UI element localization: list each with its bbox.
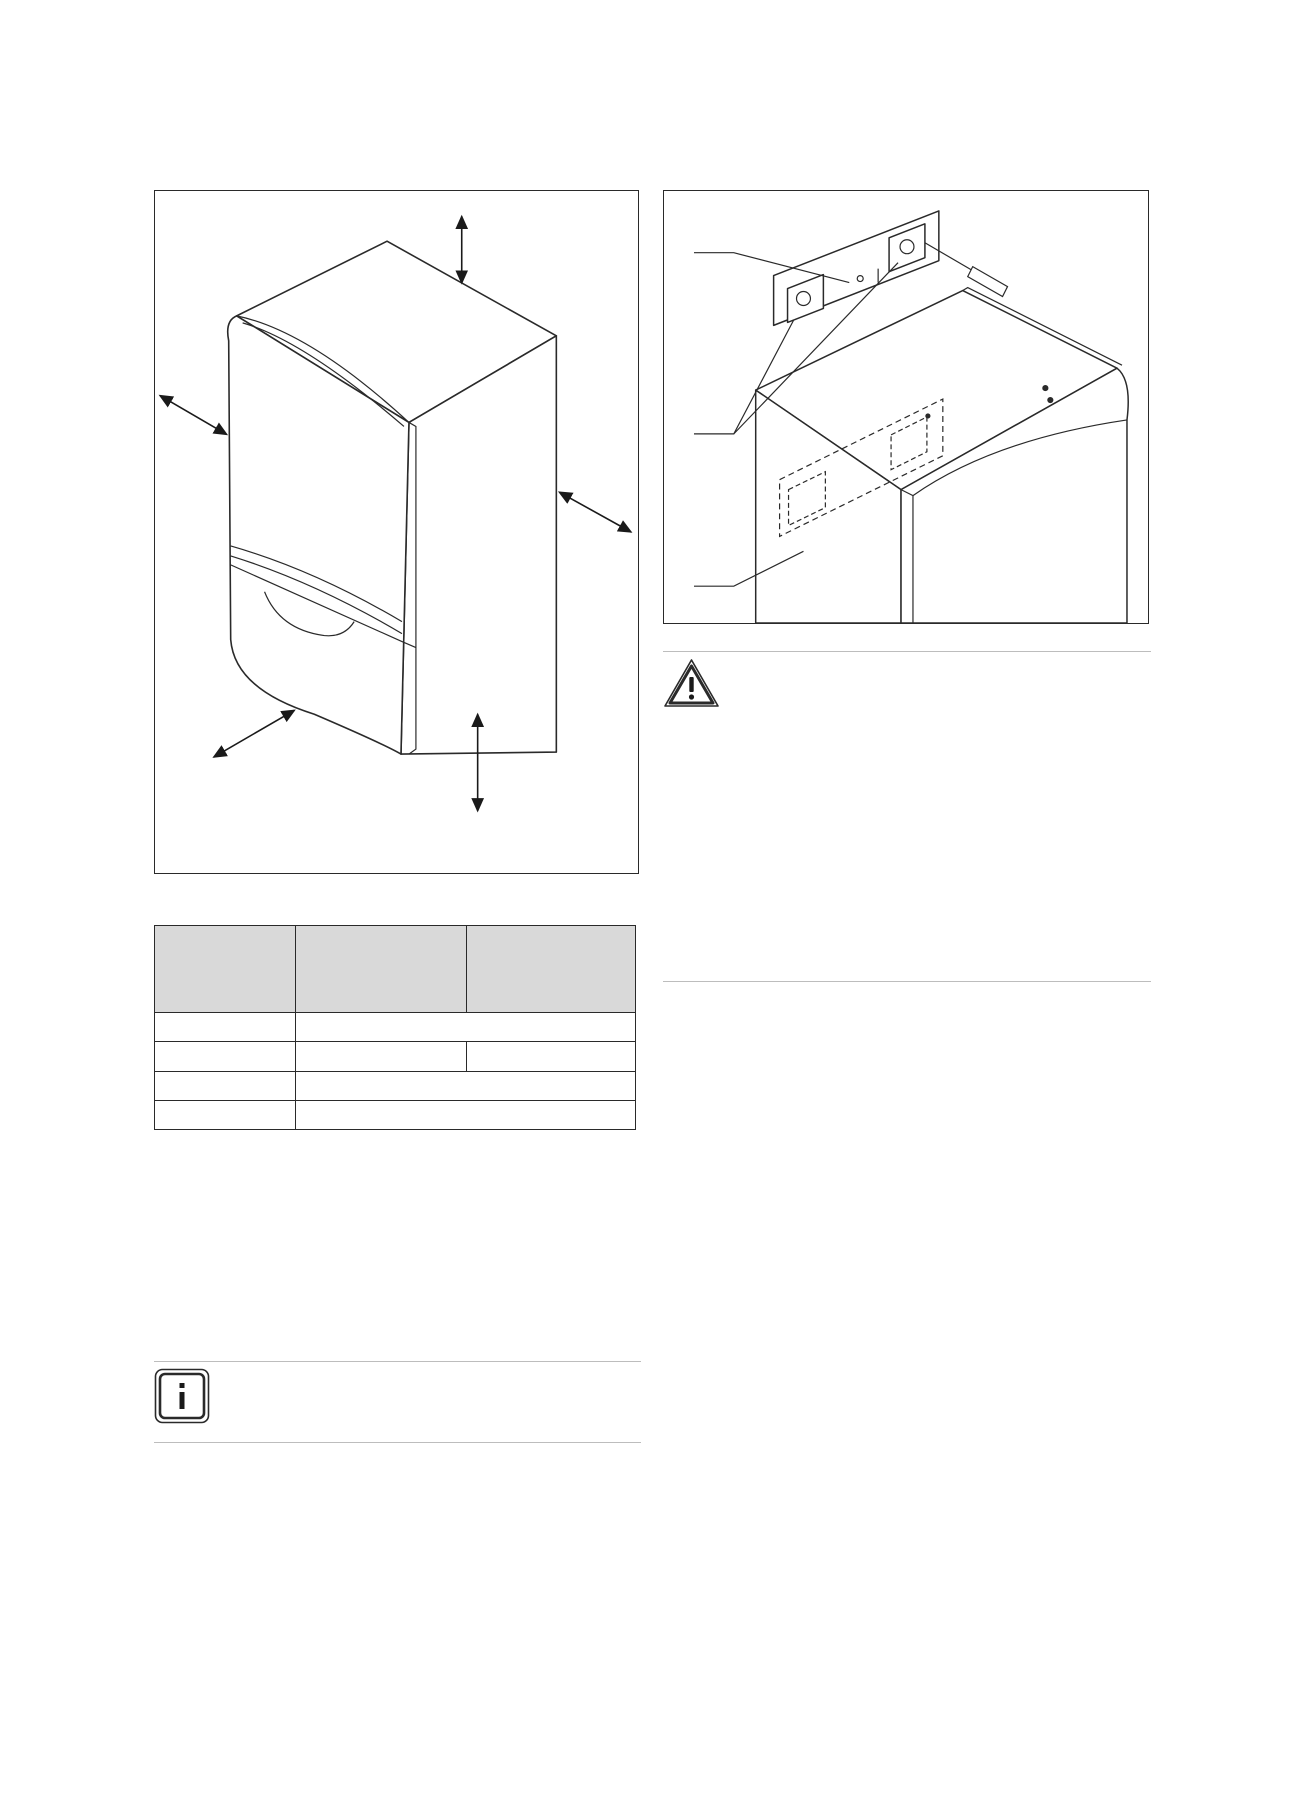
table-cell [155,1100,296,1129]
info-icon [154,1368,210,1424]
info-top-rule [154,1361,641,1362]
clearance-table [154,925,636,1130]
table-cell [296,1071,636,1100]
table-header-cell [467,926,636,1013]
table-cell [467,1042,636,1071]
table-cell [155,1071,296,1100]
table-row [155,1100,636,1129]
table-header-cell [296,926,467,1013]
table-row [155,1013,636,1042]
info-bottom-rule [154,1442,641,1443]
table-header-cell [155,926,296,1013]
warning-top-rule [663,651,1151,652]
table-header-row [155,926,636,1013]
table-row [155,1042,636,1071]
table-row [155,1071,636,1100]
appliance-clearance-diagram [155,191,638,873]
table-cell [296,1013,636,1042]
warning-bottom-rule [663,981,1151,982]
mounting-figure [663,190,1149,624]
appliance-mounting-diagram [664,191,1148,623]
table-cell [155,1042,296,1071]
clearance-figure [154,190,639,874]
table-cell [155,1013,296,1042]
warning-triangle-icon [663,658,720,709]
table-cell [296,1100,636,1129]
table-cell [296,1042,467,1071]
